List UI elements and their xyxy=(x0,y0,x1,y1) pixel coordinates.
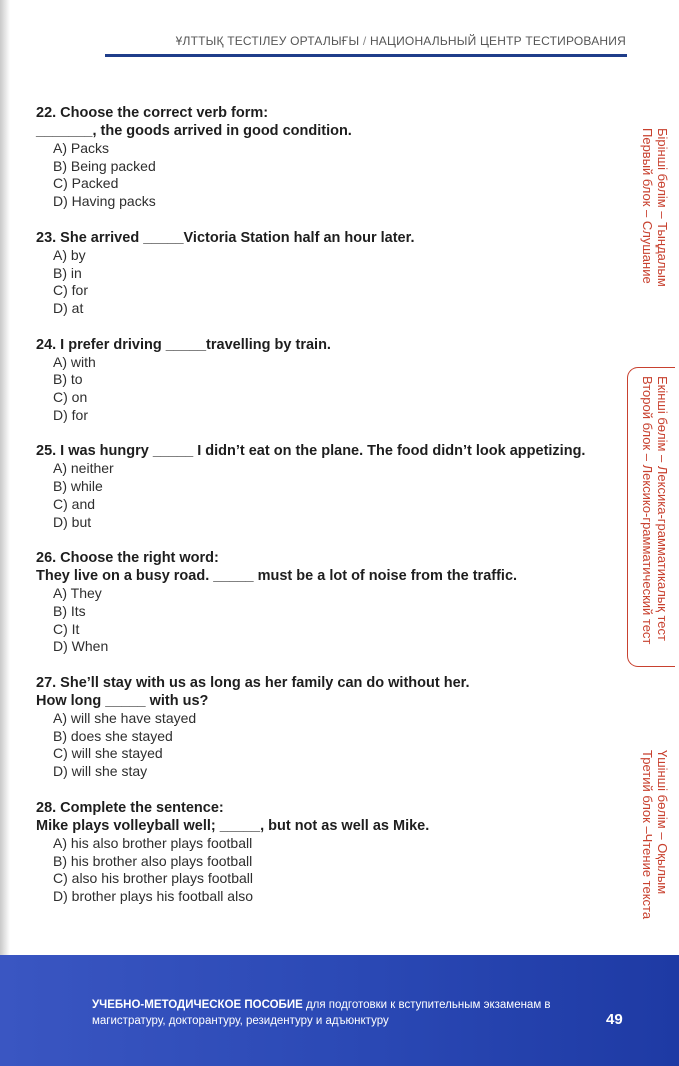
answer-option: A) will she have stayed xyxy=(53,710,197,727)
page-header xyxy=(176,34,626,48)
question-stem: Mike plays volleyball well; _____, but not as well as Mike. xyxy=(36,817,430,834)
question-block xyxy=(36,104,611,211)
answer-option: B) while xyxy=(53,478,103,495)
answer-option: A) neither xyxy=(53,460,114,477)
answer-options xyxy=(36,460,611,531)
answer-option: D) for xyxy=(53,406,88,423)
question-stem: They live on a busy road. _____ must be a lot of noise from the traffic. xyxy=(36,568,518,585)
header-rule xyxy=(105,54,627,57)
footer-title: УЧЕБНО-МЕТОДИЧЕСКОЕ ПОСОБИЕ xyxy=(92,999,303,1011)
question-prompt: 23. She arrived _____Victoria Station half an hour later. xyxy=(36,229,415,246)
question-block xyxy=(36,229,611,318)
question-prompt: 27. She’ll stay with us as long as her family can do without her. xyxy=(36,675,470,692)
answer-options xyxy=(36,585,611,656)
answer-option: B) Its xyxy=(53,602,86,619)
question-prompt: 28. Complete the sentence: xyxy=(36,799,224,816)
answer-options xyxy=(36,247,611,318)
answer-option: D) brother plays his football also xyxy=(53,887,253,904)
answer-option: A) by xyxy=(53,246,86,263)
side-tab-section-3 xyxy=(640,750,670,919)
answer-option: B) Being packed xyxy=(53,157,156,174)
questions-list xyxy=(36,104,611,924)
answer-option: C) and xyxy=(53,495,96,512)
side-tab-russian: Третий блок –Чтение текста xyxy=(640,750,655,920)
header-separator: / xyxy=(359,34,370,48)
answer-option: C) Packed xyxy=(53,175,119,192)
header-kazakh: ҰЛТТЫҚ ТЕСТІЛЕУ ОРТАЛЫҒЫ xyxy=(175,34,360,48)
answer-option: D) but xyxy=(53,513,92,530)
question-block xyxy=(36,799,611,906)
answer-option: A) Packs xyxy=(53,140,110,156)
question-stem: _______, the goods arrived in good condition. xyxy=(36,123,352,139)
question-prompt: 24. I prefer driving _____travelling by train. xyxy=(36,336,331,353)
answer-option: B) in xyxy=(53,264,82,281)
question-stem: How long _____ with us? xyxy=(36,693,209,710)
answer-option: D) When xyxy=(53,638,109,655)
answer-option: D) will she stay xyxy=(53,763,148,780)
page-footer xyxy=(0,955,679,1066)
answer-options xyxy=(36,835,611,906)
side-tab-russian: Второй блок – Лексико-грамматический тест xyxy=(640,376,655,645)
header-russian: НАЦИОНАЛЬНЫЙ ЦЕНТР ТЕСТИРОВАНИЯ xyxy=(369,34,626,48)
answer-option: C) will she stayed xyxy=(53,745,163,762)
book-spine-shadow xyxy=(0,0,10,1066)
answer-option: B) his brother also plays football xyxy=(53,852,253,869)
question-prompt: 25. I was hungry _____ I didn’t eat on the plane. The food didn’t look appetizing. xyxy=(36,443,586,460)
question-block xyxy=(36,336,611,425)
question-block xyxy=(36,442,611,531)
answer-option: C) It xyxy=(53,620,80,637)
side-tab-russian: Первый блок – Слушание xyxy=(640,128,655,284)
answer-option: C) for xyxy=(53,282,88,299)
answer-option: B) does she stayed xyxy=(53,727,173,744)
answer-option: D) Having packs xyxy=(53,193,156,210)
answer-option: C) also his brother plays football xyxy=(53,870,253,887)
footer-description: для подготовки к вступительным экзаменам в магистратуру, докторантуру, резидентуру и адъюнктуру xyxy=(92,999,551,1027)
question-block xyxy=(36,549,611,656)
answer-options xyxy=(36,710,611,781)
page-number: 49 xyxy=(606,1011,623,1028)
side-tab-kazakh: Бірінші бөлім – Тыңдалым xyxy=(655,128,670,287)
answer-option: B) to xyxy=(53,371,83,388)
side-tab-section-2 xyxy=(640,376,670,644)
side-tab-section-1 xyxy=(640,128,670,287)
footer-text xyxy=(92,997,562,1029)
question-prompt: 26. Choose the right word: xyxy=(36,550,219,567)
side-tab-kazakh: Үшінші бөлім – Оқылым xyxy=(655,750,670,895)
question-prompt: 22. Choose the correct verb form: xyxy=(36,105,269,121)
answer-options xyxy=(36,354,611,425)
side-tab-kazakh: Екінші бөлім – Лексика-грамматикалық тест xyxy=(655,376,670,641)
answer-option: A) with xyxy=(53,353,96,370)
question-block xyxy=(36,674,611,781)
answer-option: D) at xyxy=(53,299,84,316)
answer-option: A) They xyxy=(53,585,102,602)
answer-option: C) on xyxy=(53,389,88,406)
answer-options xyxy=(36,140,611,211)
answer-option: A) his also brother plays football xyxy=(53,834,253,851)
